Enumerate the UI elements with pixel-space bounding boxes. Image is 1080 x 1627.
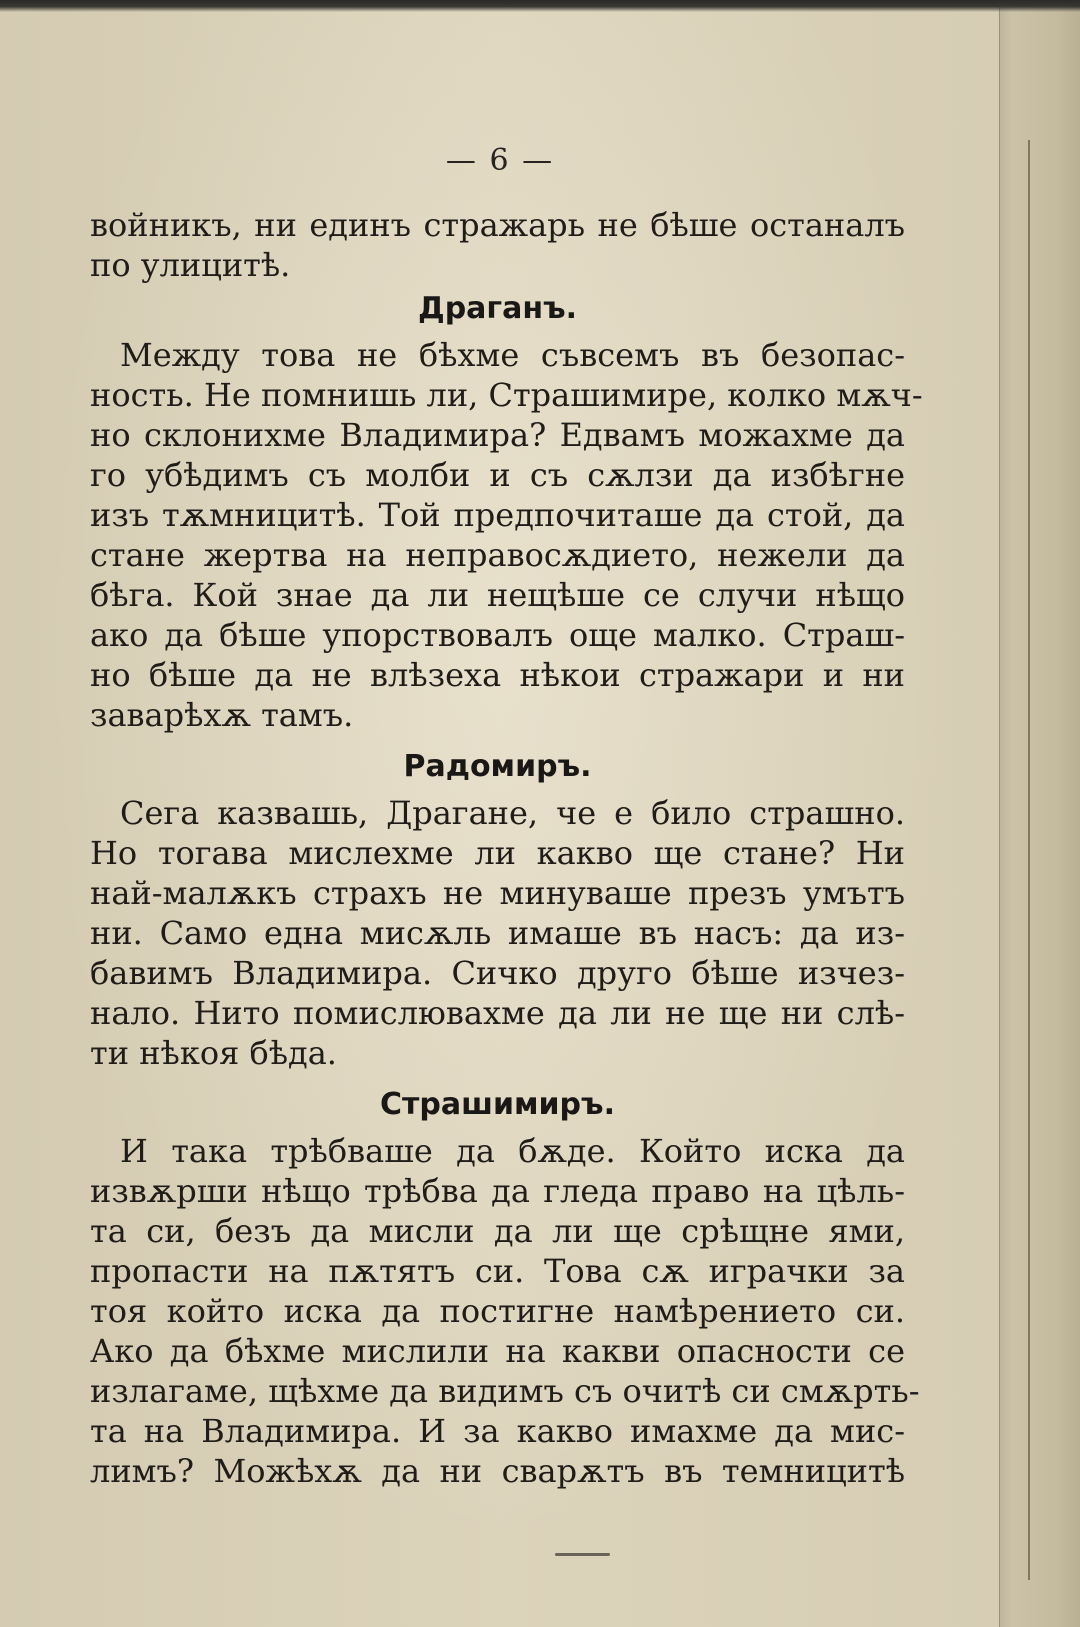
text-line: ако да бѣше упорствовалъ още малко. Страш- <box>90 616 905 654</box>
binding-crease <box>1028 140 1030 1580</box>
printer-mark <box>555 1553 610 1556</box>
text-line: по улицитѣ. <box>90 246 291 284</box>
text-line: Сега казвашь, Драгане, че е било страшно. <box>120 794 905 832</box>
text-line: го убѣдимъ съ молби и съ сѫлзи да избѣгне <box>90 456 905 494</box>
text-line: тоя който иска да постигне намѣрението си. <box>90 1292 905 1330</box>
text-line: ность. Не помнишь ли, Страшимире, колко мѫч- <box>90 376 923 414</box>
text-line: та си, безъ да мисли да ли ще срѣщне ями, <box>90 1212 905 1250</box>
text-line: заварѣхѫ тамъ. <box>90 696 354 734</box>
text-line: войникъ, ни единъ стражарь не бѣше останалъ <box>90 206 905 244</box>
scan-top-edge <box>0 0 1080 12</box>
speaker-heading: Радомиръ. <box>403 749 592 784</box>
text-line: ни. Само една мисѫль имаше въ насъ: да из- <box>90 914 905 952</box>
text-line: та на Владимира. И за какво имахме да мис- <box>90 1412 905 1450</box>
text-line: И така трѣбваше да бѫде. Който иска да <box>120 1132 905 1170</box>
text-line: Между това не бѣхме съвсемъ въ безопас- <box>120 336 905 374</box>
text-line: нало. Нито помислювахме да ли не ще ни слѣ- <box>90 994 905 1032</box>
text-line: Но тогава мислехме ли какво ще стане? Ни <box>90 834 905 872</box>
text-line: ти нѣкоя бѣда. <box>90 1034 337 1072</box>
text-line: извѫрши нѣщо трѣбва да гледа право на цѣль- <box>90 1172 905 1210</box>
page-text <box>90 205 923 1491</box>
text-line: изъ тѫмницитѣ. Той предпочиташе да стой, да <box>90 496 905 534</box>
text-line: Ако да бѣхме мислили на какви опасности се <box>90 1332 905 1370</box>
page-number: — 6 — <box>445 143 555 178</box>
speaker-heading: Страшимиръ. <box>380 1087 615 1122</box>
text-line: най-малѫкъ страхъ не минуваше презъ умътъ <box>90 874 905 912</box>
text-line: излагаме, щѣхме да видимъ съ очитѣ си смѫрть- <box>90 1372 920 1410</box>
text-line: стане жертва на неправосѫдието, нежели да <box>90 536 905 574</box>
text-line: бѣга. Кой знае да ли нещѣше се случи нѣщо <box>90 576 905 614</box>
text-line: пропасти на пѫтятъ си. Това сѫ играчки за <box>90 1252 905 1290</box>
text-line: но склонихме Владимира? Едвамъ можахме да <box>90 416 905 454</box>
text-line: но бѣше да не влѣзеха нѣкои стражари и ни <box>90 656 905 694</box>
text-line: бавимъ Владимира. Сичко друго бѣше изчез- <box>90 954 905 992</box>
text-line: лимъ? Можѣхѫ да ни сварѫтъ въ темницитѣ <box>90 1452 905 1490</box>
speaker-heading: Драганъ. <box>417 291 578 326</box>
book-binding-edge <box>999 0 1080 1627</box>
